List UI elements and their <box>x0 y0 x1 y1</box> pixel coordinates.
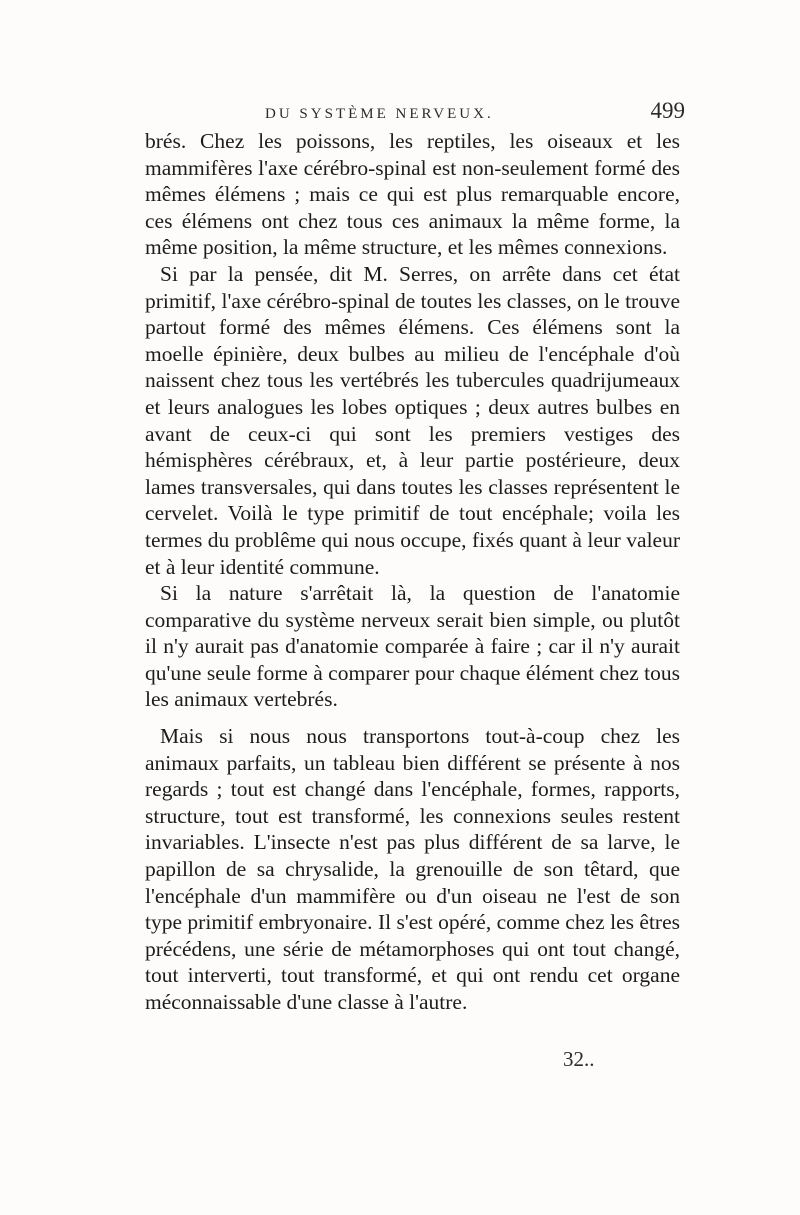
signature-mark: 32.. <box>563 1047 595 1071</box>
body-text <box>145 128 680 1016</box>
page-header <box>145 100 685 130</box>
running-head: DU SYSTÈME NERVEUX. <box>265 106 494 122</box>
page-number: 499 <box>650 98 685 123</box>
paragraph-3: Si la nature s'arrêtait là, la question de l'anatomie comparative du système nerveux serait bien simple, ou plutôt il n'y aurait pas d'anatomie comparée à faire ; car il n'y aurait qu'une seule forme à comparer pour chaque élément chez tous les animaux vertebrés. <box>145 581 680 712</box>
paragraph-4: Mais si nous nous transportons tout-à-coup chez les animaux parfaits, un tableau bien différent se présente à nos regards ; tout est changé dans l'encéphale, formes, rapports, structure, tout est transformé, les connexions seules restent invariables. L'insecte n'est pas plus différent de sa larve, le papillon de sa chrysalide, la grenouille de son têtard, que l'encéphale d'un mammifère ou d'un oiseau ne l'est de son type primitif embryonaire. Il s'est opéré, comme chez les êtres précédens, une série de métamorphoses qui ont tout changé, tout interverti, tout transformé, et qui ont rendu cet organe méconnaissable d'une classe à l'autre. <box>145 724 680 1014</box>
paragraph-2: Si par la pensée, dit M. Serres, on arrête dans cet état primitif, l'axe cérébro-spinal de toutes les classes, on le trouve partout formé des mêmes élémens. Ces élémens sont la moelle épinière, deux bulbes au milieu de l'encéphale d'où naissent chez tous les vertébrés les tubercules quadrijumeaux et leurs analogues les lobes optiques ; deux autres bulbes en avant de ceux-ci qui sont les premiers vestiges des hémisphères cérébraux, et, à leur partie postérieure, deux lames transversales, qui dans toutes les classes représentent le cervelet. Voilà le type primitif de tout encéphale; voila les termes du problême qui nous occupe, fixés quant à leur valeur et à leur identité commune. <box>145 261 680 579</box>
paragraph-1: brés. Chez les poissons, les reptiles, les oiseaux et les mammifères l'axe cérébro-spinal est non-seulement formé des mêmes élémens ; mais ce qui est plus remarquable encore, ces élémens ont chez tous ces animaux la même forme, la même position, la même structure, et les mêmes connexions. <box>145 129 680 260</box>
